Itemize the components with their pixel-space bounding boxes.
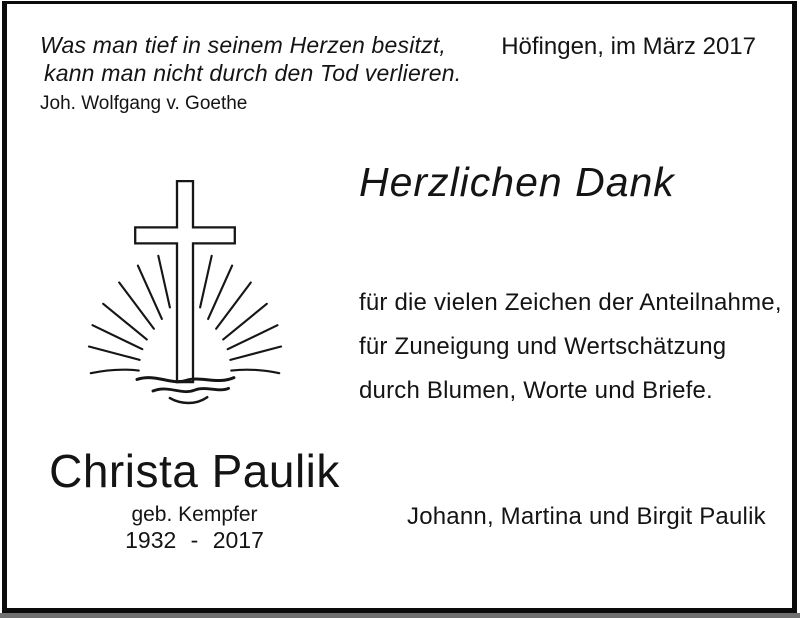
thanks-line-2: für Zuneigung und Wertschätzung — [359, 333, 727, 360]
scan-edge-strip — [0, 613, 800, 618]
memorial-quote — [40, 31, 461, 87]
headline: Herzlichen Dank — [359, 159, 675, 205]
cross-shape — [135, 181, 235, 382]
dateline: Höfingen, im März 2017 — [501, 33, 756, 60]
family-names: Johann, Martina und Birgit Paulik — [407, 503, 766, 530]
quote-line-1: Was man tief in seinem Herzen besitzt, — [40, 32, 447, 58]
thanks-line-1: für die vielen Zeichen der Anteilnahme, — [359, 289, 782, 316]
birth-name: geb. Kempfer — [131, 503, 258, 526]
deceased-block — [37, 445, 352, 553]
quote-attribution: Joh. Wolfgang v. Goethe — [40, 93, 248, 114]
cross-rays-water-graphic — [87, 174, 283, 407]
life-years: 1932 - 2017 — [125, 527, 264, 553]
thanks-text — [359, 281, 782, 413]
deceased-name: Christa Paulik — [49, 445, 340, 497]
water-waves — [137, 378, 234, 403]
quote-line-2: kann man nicht durch den Tod verlieren. — [44, 60, 462, 86]
memorial-notice — [2, 1, 797, 613]
thanks-line-3: durch Blumen, Worte und Briefe. — [359, 377, 713, 404]
cross-with-rays-icon — [87, 174, 283, 407]
